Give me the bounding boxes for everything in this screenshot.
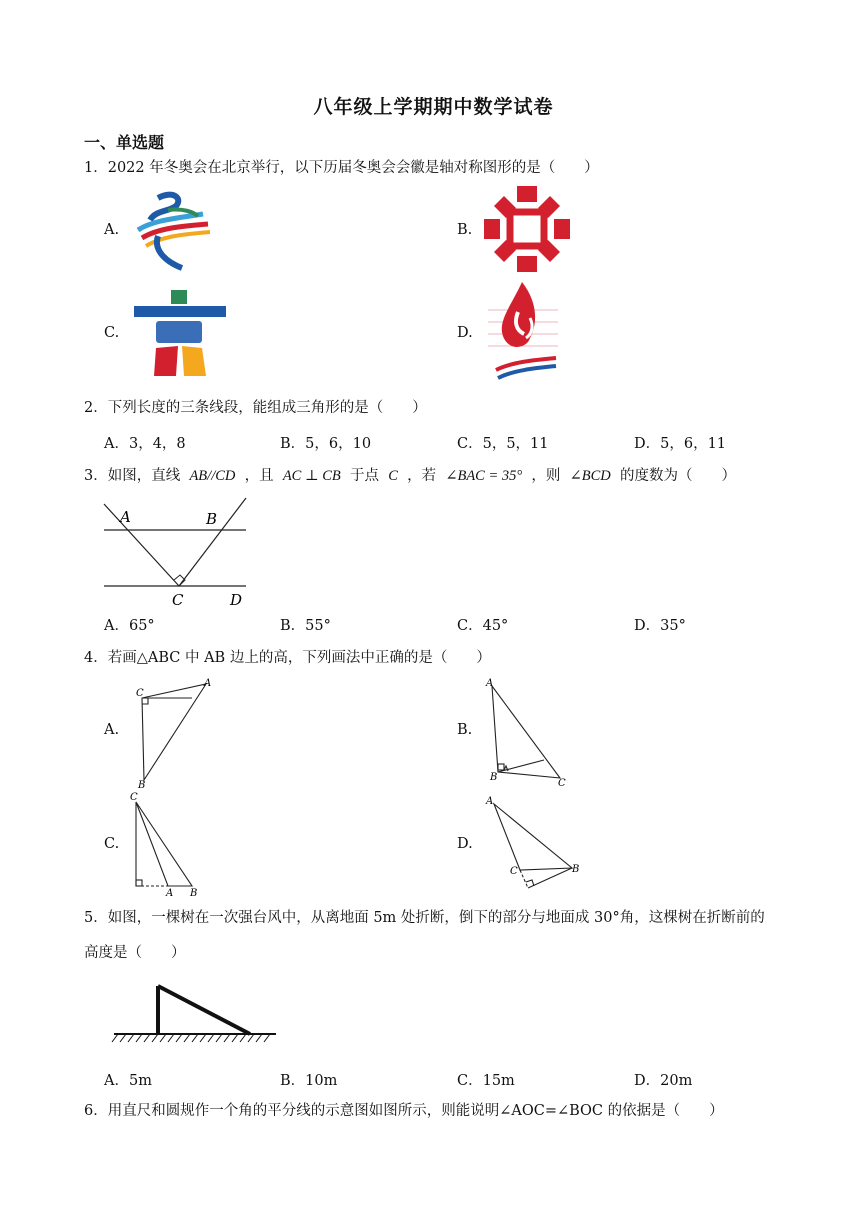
q4-option-c-label[interactable]: C. [104,836,120,852]
ground-hatch-mark [240,1034,246,1042]
page-title: 八年级上学期期中数学试卷 [313,96,554,118]
question-5-line-2: 高度是（ ） [84,945,186,961]
ground-hatch-mark [144,1034,150,1042]
svg-text:B: B [572,864,580,875]
q1-option-b-label[interactable]: B. [457,222,473,238]
ground-hatch-mark [176,1034,182,1042]
ground-hatch-mark [136,1034,142,1042]
svg-text:A: A [486,796,494,807]
q4-triangle-b-figure [484,676,574,792]
red-snowflake-emblem-icon [484,186,570,272]
label-a: A [120,508,131,526]
question-6-stem: 6．用直尺和圆规作一个角的平分线的示意图如图所示，则能说明∠AOC=∠BOC 的依据是（ ） [84,1103,724,1119]
q2-option-b[interactable]: B．5，6，10 [280,436,372,452]
q3-option-c[interactable]: C．45° [457,618,509,634]
q4-option-d-label[interactable]: D. [457,836,473,852]
q5-option-b[interactable]: B．10m [280,1073,338,1089]
ground-hatch-mark [208,1034,214,1042]
q2-option-d[interactable]: D．5，6，11 [634,436,727,452]
question-1-stem: 1．2022 年冬奥会在北京举行，以下历届冬奥会会徽是轴对称图形的是（ ） [84,160,599,176]
svg-text:B: B [490,772,498,783]
q1-option-a-label[interactable]: A. [104,222,120,238]
question-4-stem: 4．若画△ABC 中 AB 边上的高，下列画法中正确的是（ ） [84,650,491,666]
svg-text:A: A [204,678,212,689]
ground-hatch-mark [168,1034,174,1042]
q3-option-d[interactable]: D．35° [634,618,686,634]
q3-option-b[interactable]: B．55° [280,618,331,634]
q5-option-c[interactable]: C．15m [457,1073,515,1089]
q5-option-a[interactable]: A．5m [104,1073,152,1089]
svg-text:C: C [130,792,138,803]
q4-triangle-c-figure [128,790,210,898]
q3-option-a[interactable]: A．65° [104,618,155,634]
ground-hatch-mark [200,1034,206,1042]
ground-hatch-mark [112,1034,118,1042]
svg-text:C: C [558,778,566,789]
svg-text:A: A [486,678,494,689]
torch-flame-emblem-icon [488,282,558,386]
ground-hatch-mark [192,1034,198,1042]
svg-text:C: C [510,866,518,877]
ground-hatch-mark [216,1034,222,1042]
q1-option-c-label[interactable]: C. [104,325,120,341]
ground-hatch-mark [224,1034,230,1042]
question-3-stem: 3．如图，直线 AB//CD ，且 AC ⊥ CB 于点 C ，若 ∠BAC = 35° ，则 ∠BCD 的度数为（ ） [84,468,736,484]
svg-text:C: C [136,688,144,699]
ground-hatch-mark [128,1034,134,1042]
question-5-line-1: 5．如图，一棵树在一次强台风中，从离地面 5m 处折断，倒下的部分与地面成 30°角，这棵树在折断前的 [84,910,765,926]
q4-triangle-a-figure [134,676,216,792]
ground-hatch-mark [264,1034,270,1042]
q2-option-c[interactable]: C．5，5，11 [457,436,549,452]
ground-hatch-mark [232,1034,238,1042]
ground-hatch-mark [160,1034,166,1042]
svg-text:B: B [138,780,146,791]
question-2-stem: 2．下列长度的三条线段，能组成三角形的是（ ） [84,400,427,416]
q4-triangle-d-figure [484,792,584,892]
ground-hatch-mark [120,1034,126,1042]
label-b: B [206,510,218,528]
svg-text:A: A [166,888,174,899]
q1-option-d-label[interactable]: D. [457,325,473,341]
q5-option-d[interactable]: D．20m [634,1073,693,1089]
label-c: C [172,591,184,609]
svg-text:B: B [190,888,198,899]
q4-option-a-label[interactable]: A. [104,722,120,738]
inukshuk-emblem-icon [134,290,226,378]
beijing-2022-emblem-icon [128,190,213,272]
q5-broken-tree-figure [110,982,280,1048]
ground-hatch-mark [184,1034,190,1042]
q2-option-a[interactable]: A．3，4，8 [104,436,186,452]
section-heading: 一、单选题 [84,133,165,152]
q3-parallel-lines-figure [100,498,250,608]
segment-ac [104,504,179,586]
ground-hatch-mark [256,1034,262,1042]
q4-option-b-label[interactable]: B. [457,722,473,738]
ground-hatch-mark [152,1034,158,1042]
label-d: D [230,591,243,609]
